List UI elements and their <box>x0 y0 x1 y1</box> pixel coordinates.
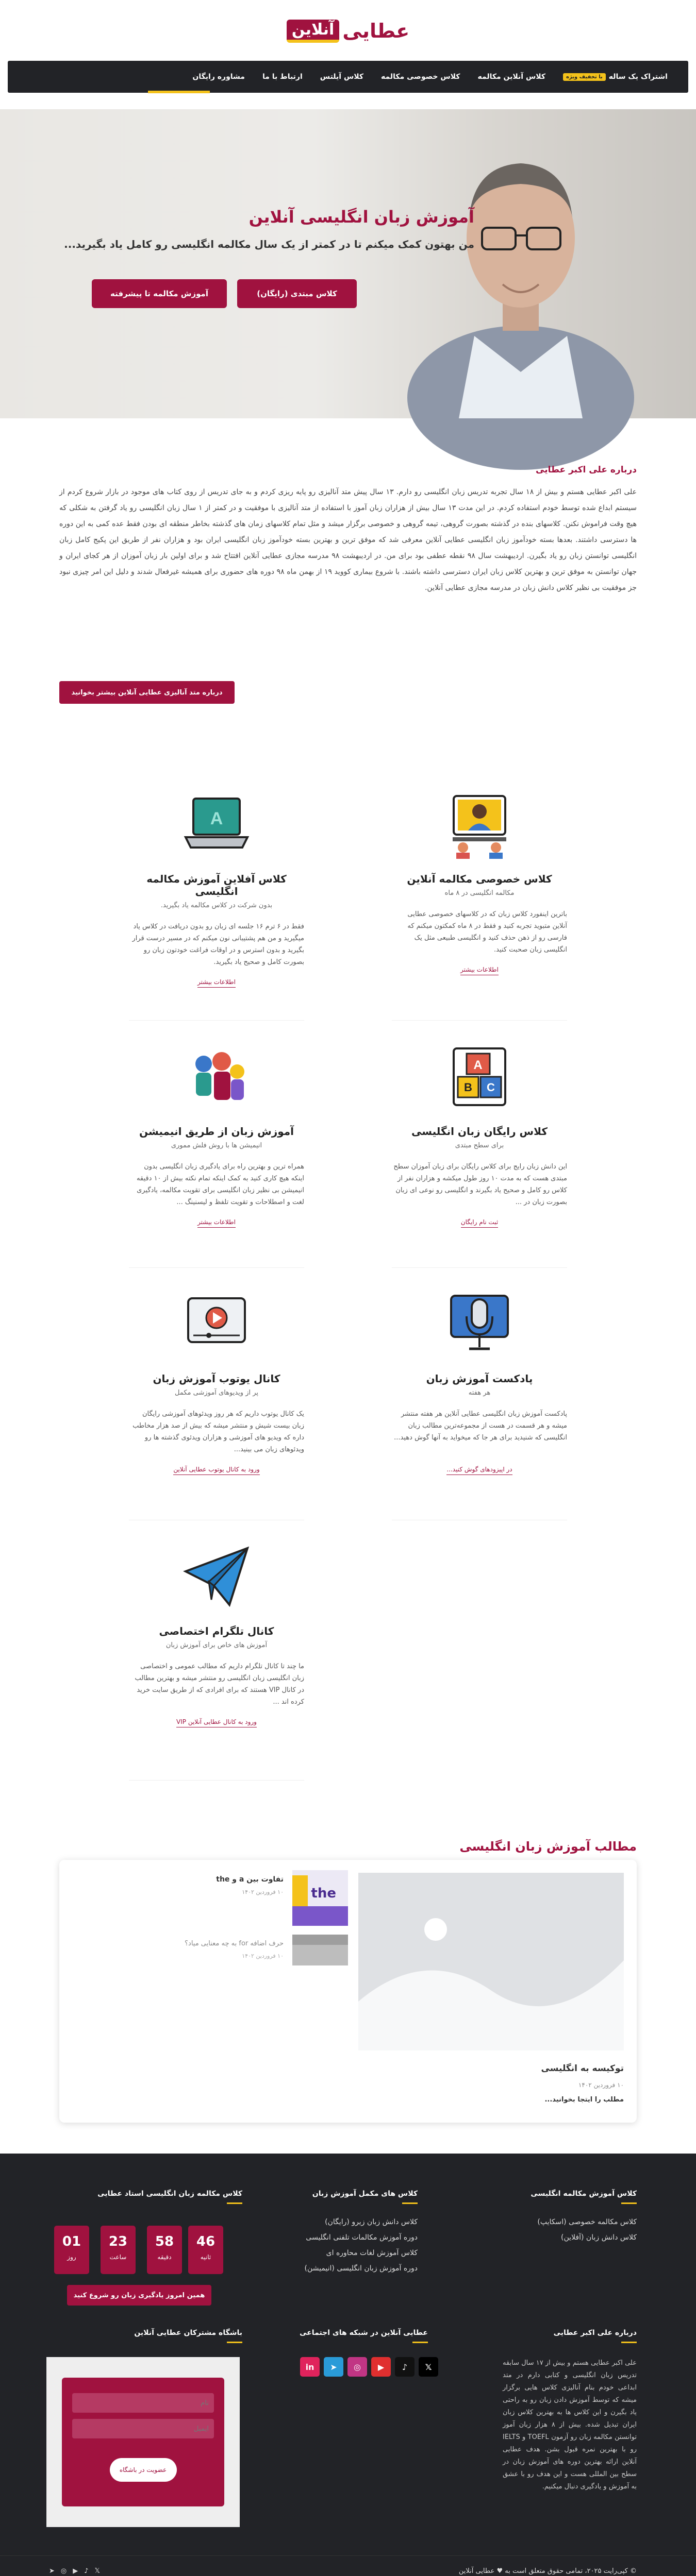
featured-post-read-more[interactable]: مطلب را ایتجا بخوانید... <box>544 2096 624 2104</box>
service-title: کلاس رایگان زبان انگلیسی <box>411 1125 548 1138</box>
youtube-icon[interactable]: ▶ <box>73 2567 78 2575</box>
service-card-telegram <box>129 1540 304 1727</box>
instagram-icon[interactable]: ◎ <box>60 2567 67 2575</box>
post-thumbnail-text: the <box>311 1886 336 1901</box>
footer-link[interactable]: دوره آموزش زبان انگلیسی (انیمیشن) <box>304 2264 418 2273</box>
service-card-free <box>392 1041 567 1228</box>
microphone-icon <box>443 1288 516 1360</box>
footer-link[interactable]: کلاس مکالمه خصوصی (اسکایپ) <box>537 2218 637 2226</box>
footer-link[interactable]: کلاس دانش زبان زیرو (رایگان) <box>325 2218 418 2226</box>
service-link[interactable]: ثبت نام رایگان <box>461 1218 498 1228</box>
service-title: کلاس آفلاین آموزش مکالمه انگلیسی <box>146 873 287 897</box>
laptop-icon <box>180 788 253 860</box>
nav-active-indicator <box>148 91 210 93</box>
hero-subtitle: من بهتون کمک میکنم تا در کمتر از یک سال مکالمه انگلیسی رو کامل یاد بگیرید... <box>64 238 474 250</box>
logo-word-2: آنلاین <box>287 20 340 43</box>
site-logo[interactable] <box>289 10 410 52</box>
service-description: پادکست آموزش زبان انگلیسی عطایی آنلاین هر هفته منتشر میشه و هر قسمت در هست از مجموعه‌ترین مطالب زبان انگلیسی که شنیدید برای هر جا که میخواید به آنها گوش دهید... <box>394 1410 567 1442</box>
service-description: ما چند تا کانال تلگرام داریم که مطالب عمومی و اختصاصی زبان انگلیسی زبان انگلیسی رو منتشر میشه و بهترین مطالب در کانال VIP هستند که برای افرادی که از طریق سایت خرید کرده اند ... <box>135 1663 304 1706</box>
service-title: پادکست آموزش زبان <box>426 1372 533 1385</box>
svg-text:B: B <box>464 1081 472 1094</box>
newsletter-email-input[interactable] <box>72 2419 214 2438</box>
x-icon[interactable]: 𝕏 <box>94 2567 101 2575</box>
service-description: همراه ترین و بهترین راه برای یادگیری زبان انگلیسی بدون اینکه هیچ کاری کنید به کمک اینکه تمام نکته بیش از ۱۰ دقیقه انیمیشن بی نظیر زبان انگلیسی برای تقویت مکالمه، یادگیری لغت و اصطلاحات و تقویت تلفظ و لیسنینگ ... <box>136 1163 304 1206</box>
nav-item-ielts[interactable]: کلاس آیلتس <box>320 73 364 81</box>
service-subtitle: پر از ویدیوهای آموزشی مکمل <box>174 1389 259 1397</box>
service-card-podcast <box>392 1288 567 1475</box>
footer-link[interactable]: کلاس دانش زبان (آفلاین) <box>561 2233 637 2242</box>
video-call-icon <box>443 788 516 860</box>
post-date: ۱۰ فروردین ۱۴۰۲ <box>242 1889 284 1895</box>
service-link[interactable]: اطلاعات بیشتر <box>197 1218 236 1228</box>
about-readmore-button[interactable]: درباره متد آنالیزی عطایی آنلاین بیشتر بخوانید <box>59 681 235 704</box>
advanced-course-button[interactable]: آموزش مکالمه تا پیشرفته <box>92 279 227 308</box>
service-subtitle: آموزش های خاص برای آموزش زبان <box>165 1641 268 1649</box>
divider <box>129 1267 304 1268</box>
tiktok-icon[interactable]: ♪ <box>84 2567 89 2575</box>
service-subtitle: بدون شرکت در کلاس مکالمه یاد بگیرید. <box>160 902 273 909</box>
footer-title-underline <box>621 2342 637 2343</box>
x-icon[interactable]: 𝕏 <box>419 2357 438 2377</box>
svg-text:A: A <box>473 1058 483 1072</box>
nav-item-contact[interactable]: ارتباط با ما <box>262 73 303 81</box>
cartoon-characters-icon <box>180 1041 253 1113</box>
featured-post-title[interactable]: توکیسه به انگلیسی <box>541 2063 624 2074</box>
footer-link[interactable]: کلاس آموزش لغات محاوره ای <box>326 2249 418 2257</box>
nav-badge: با تخفیف ویژه <box>563 73 606 81</box>
youtube-icon[interactable]: ▶ <box>371 2357 391 2377</box>
hero-title: آموزش زبان انگلیسی آنلاین <box>248 207 474 227</box>
footer-col-title: درباره علی اکبر عطایی <box>553 2329 637 2337</box>
footer-title-underline <box>227 2342 242 2343</box>
footer-about-text: علی اکبر عطایی هستم و بیش از ۱۷ سال سابقه تدریس زبان انگلیسی و کتابی دارم در متد ابداعی خودم بنام آنالیزی کلاس هایی برگزار میشه که توسط آموزش دادن زبان رو به راحتی یاد بگیرن و این کلاس ها به بهترین کلاس زبان ایران تبدیل شده. بیش از ۸ هزار زبان آموز توانستن مکالمه زبان رو آزمون TOEFL و IELTS رو با بهترین نمره قبول بشن. هدف عطایی آنلاین ارائه بهترین دوره های آموزش زبان در سطح بین المللی هست و این هدف رو با عشق به آموزش و یادگیری دنبال میکنیم. <box>503 2359 637 2490</box>
footer-title-underline <box>412 2342 428 2343</box>
footer-col-title: باشگاه مشترکان عطایی آنلاین <box>134 2329 242 2337</box>
service-title: کلاس خصوصی مکالمه آنلاین <box>407 873 552 885</box>
countdown-seconds: 46 ثانیه <box>188 2226 223 2274</box>
start-learning-button[interactable]: همین امروز یادگیری زبان رو شروع کنید <box>67 2285 211 2306</box>
blog-section-title: مطالب آموزش زبان انگلیسی <box>459 1839 637 1854</box>
footer-col-title: کلاس آموزش مکالمه انگلیسی <box>531 2190 637 2198</box>
nav-item-private-class[interactable]: کلاس خصوصی مکالمه <box>381 73 460 81</box>
svg-text:C: C <box>487 1081 495 1094</box>
divider <box>129 1020 304 1021</box>
service-card-private <box>392 788 567 975</box>
footer-title-underline <box>621 2202 637 2204</box>
blog-card-container <box>59 1860 637 2123</box>
divider <box>129 1780 304 1781</box>
footer-col-title: کلاس مکالمه زبان انگلیسی استاد عطایی <box>97 2190 242 2198</box>
instructor-photo <box>412 130 629 418</box>
hero-banner <box>0 109 696 418</box>
linkedin-icon[interactable]: in <box>300 2357 320 2377</box>
site-header <box>0 0 696 103</box>
footer-col-title: عطایی آنلاین در شبکه های اجتماعی <box>300 2329 428 2337</box>
countdown-days: 01 روز <box>54 2226 89 2274</box>
countdown-minutes: 58 دقیقه <box>147 2226 182 2274</box>
service-card-youtube <box>129 1288 304 1475</box>
about-text: علی اکبر عطایی هستم و بیش از ۱۸ سال تجربه تدریس زبان انگلیسی رو دارم. ۱۳ سال پیش متد آنالیزی رو پایه ریزی کردم و به جای تدریس از روی کتاب های موجود در بازار شروع کردم از سیستم ابداع شده توسط خودم استفاده کردم. در این مدت ۱۳ سال بیش از هزاران زبان آموز با استفاده از متد آنالیزی با موفقیت و در کمتر از ۱ سال زبان انگلیسی رو یاد گرفتن به شکلی که هیچ وقت فراموش نکنن. کلاسهای بنده در گذشته بصورت گروهی، تیمه گروهی و خصوصی برگزار میشد و مثل تمام کلاسهای زمان های گذشته بخاطر منطقه ای بودن فقط عده کمی به این دوره ها دسترسی داشتند. بعدها بسته خودآموز زبان انگلیسی عطایی آنلاین معرفی شد که موفق ترین و بهترین بسته خودآموز زبان انگلیسی ایران بود و هزاران نفر از طریق این پکیج کامل زبان انگلیسی توانستن زبان رو یاد بگیرن. اردیبهشت سال ۹۸ نقطه عطفی بود برای من. در اردیبهشت ۹۸ مدرسه مجازی عطایی آنلاین افتتاح شد و برای اولین بار زبان آموزان از هر کجای ایران و جهان توانستن به موفق ترین و بهترین کلاس زبان ایران دسترسی داشته باشند. با شروع بیماری کووید ۱۹ از بهمن ماه ۹۸ دوره های حضوری برای همیشه غیرفعال شدند و دلیل این امر چیزی نبود جز موفقیت بی نظیر کلاس دانش زبان در مدرسه مجازی عطایی آنلاین. <box>59 488 637 592</box>
service-title: کانال یوتوب آموزش زبان <box>153 1372 280 1385</box>
logo-word-1: عطایی <box>342 20 410 42</box>
service-description: یک کانال یوتوب داریم که هر روز ویدئوهای آموزشی رایگان زبان بیست شیش و منتشر میشه که بیش از صد هزار مخاطب داره که ویدیو های آموزشی و هزاران ویدئوی گذشته ها رو ویدئوهای زبان می بینید... <box>132 1410 304 1453</box>
divider <box>392 1020 567 1021</box>
featured-post-image[interactable] <box>358 1873 624 2050</box>
service-link[interactable]: ورود به کانال عطایی آنلاین VIP <box>176 1718 257 1727</box>
about-title: درباره علی اکبر عطایی <box>536 465 637 475</box>
service-subtitle: هر هفته <box>468 1389 491 1397</box>
featured-post-date: ۱۰ فروردین ۱۴۰۲ <box>578 2081 624 2089</box>
tiktok-icon[interactable]: ♪ <box>395 2357 415 2377</box>
service-subtitle: مکالمه انگلیسی در ۸ ماه <box>444 889 515 897</box>
newsletter-form <box>62 2378 224 2506</box>
newsletter-submit-button[interactable]: عضویت در باشگاه <box>110 2458 177 2482</box>
service-subtitle: انیمیشن ها با روش فلش مموری <box>171 1142 262 1149</box>
nav-item-online-class[interactable]: کلاس آنلاین مکالمه <box>477 73 546 81</box>
svg-text:A: A <box>210 809 223 828</box>
video-player-icon <box>180 1288 253 1360</box>
post-thumbnail[interactable] <box>292 1935 348 1965</box>
countdown-hours: 23 ساعت <box>101 2226 136 2274</box>
footer-social-mini <box>49 2567 100 2575</box>
service-title: آموزش زبان از طریق انیمیشن <box>139 1125 294 1138</box>
newsletter-box <box>46 2357 240 2527</box>
telegram-icon[interactable]: ➤ <box>324 2357 343 2377</box>
service-link[interactable]: در اپیزودهای گوش کنید... <box>446 1466 512 1475</box>
abc-blocks-icon <box>443 1041 516 1113</box>
telegram-plane-icon <box>180 1540 253 1613</box>
post-title[interactable]: حرف اضافه for به چه معنایی میاد؟ <box>185 1940 284 1947</box>
service-link[interactable]: ورود به کانال یوتوب عطایی آنلاین <box>173 1466 259 1475</box>
service-subtitle: برای سطح مبتدی <box>455 1142 504 1149</box>
service-card-animation <box>129 1041 304 1228</box>
instagram-icon[interactable]: ◎ <box>347 2357 367 2377</box>
post-date: ۱۰ فروردین ۱۴۰۲ <box>242 1953 284 1959</box>
nav-item-free-consult[interactable]: مشاوره رایگان <box>192 73 245 81</box>
service-description: باترین اینفورد کلاس زبان که در کلاسهای خصوصی عطایی آنلاین متبوید تجربه کنید و فقط در ۸ ماه کمکتون میکنم که فارسی رو از ذهن حذف کنید و انگلیسی طبیعی مثل یک انگلیسی زبان صحبت کنید. <box>407 910 567 954</box>
free-class-button[interactable]: کلاس مبتدی (رایگان) <box>237 279 357 308</box>
telegram-icon[interactable]: ➤ <box>49 2567 55 2575</box>
nav-label: اشتراک یک ساله <box>608 73 668 81</box>
service-title: کانال تلگرام اختصاصی <box>159 1625 274 1637</box>
service-link[interactable]: اطلاعات بیشتر <box>197 978 236 988</box>
service-description: فقط در ۶ ترم ۱۶ جلسه ای زبان رو بدون دریافت در کلاس یاد میگیرید و من هم پشتیبانی نون میکنم که در مسیر درست قرار بگیرید و بدون استرس و در اوقات فراغت خودتون زبان رو بصورت کامل و صحیح یاد بگیرید. <box>132 923 304 966</box>
newsletter-name-input[interactable] <box>72 2393 214 2413</box>
footer-link[interactable]: دوره آموزش مکالمات تلفنی انگلیسی <box>306 2233 418 2242</box>
nav-item-subscription[interactable] <box>563 73 668 81</box>
footer-bottom-bar <box>0 2555 696 2576</box>
footer-col-title: کلاس های مکمل آموزش زبان <box>312 2190 418 2198</box>
footer-title-underline <box>227 2202 242 2204</box>
service-link[interactable]: اطلاعات بیشتر <box>460 966 499 975</box>
service-description: این دانش زبان رایج برای کلاس رایگان برای زبان آموزان سطح مبتدی هست که به مدت ۱۰ روز طول میکشه و هزاران نفر از کلاس رو کامل و صحیح یاد بگیرند و انگلیسی رو نوعی ای زبان بصورت زبان در ... <box>393 1163 567 1206</box>
copyright-text: © کپی‌رایت ۲۰۲۵، تمامی حقوق متعلق است به ♥ عطایی آنلاین <box>458 2567 637 2575</box>
service-card-offline <box>129 788 304 988</box>
post-title[interactable]: تفاوت بین a و the <box>216 1875 284 1884</box>
main-navigation <box>8 61 688 93</box>
footer-title-underline <box>402 2202 418 2204</box>
divider <box>392 1267 567 1268</box>
